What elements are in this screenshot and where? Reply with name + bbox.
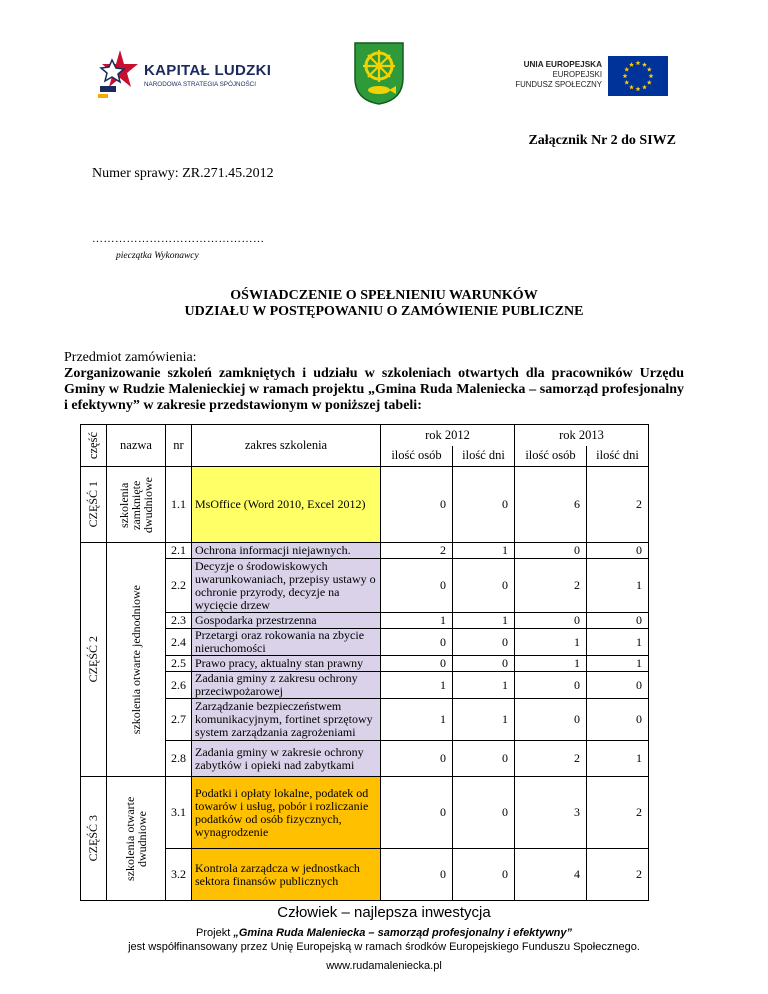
eu-line1: UNIA EUROPEJSKA [523, 60, 602, 69]
table-row [81, 543, 649, 559]
row-dni-2012: 0 [453, 559, 515, 613]
header-czesc: część [81, 425, 107, 467]
header-2013: rok 2013 [515, 425, 649, 446]
row-dni-2013: 0 [587, 613, 649, 629]
row-dni-2012: 1 [453, 699, 515, 741]
header-zakres: zakres szkolenia [192, 425, 381, 467]
row-dni-2013: 2 [587, 467, 649, 543]
kapital-ludzki-title: KAPITAŁ LUDZKI [144, 62, 272, 79]
title-line2: UDZIAŁU W POSTĘPOWANIU O ZAMÓWIENIE PUBLICZNE [184, 304, 584, 319]
title-line1: OŚWIADCZENIE O SPEŁNIENIU WARUNKÓW [230, 288, 538, 303]
header-dni-2012: ilość dni [453, 446, 515, 467]
row-dni-2013: 0 [587, 699, 649, 741]
eu-text [515, 60, 602, 90]
row-nr: 2.1 [166, 543, 192, 559]
part-label: CZĘŚĆ 2 [81, 543, 107, 777]
footer-cofinancing: jest współfinansowany przez Unię Europejską w ramach środków Europejskiego Funduszu Społecznego. [128, 941, 640, 953]
footer-motto: Człowiek – najlepsza inwestycja [277, 904, 491, 921]
table-row [81, 559, 649, 613]
row-osob-2013: 1 [515, 629, 587, 656]
subject-text: Zorganizowanie szkoleń zamkniętych i udziału w szkoleniach otwartych dla pracowników Urzędu Gminy w Rudzie Malenieckiej w ramach projektu „Gmina Ruda Maleniecka – samorząd profesjonalny i efektywny” w zakresie przedstawionym w poniższej tabeli: [64, 366, 684, 413]
header-2012: rok 2012 [381, 425, 515, 446]
stamp-dots: ……………………………………… [92, 233, 265, 245]
coat-of-arms-icon [352, 40, 406, 106]
row-dni-2013: 1 [587, 656, 649, 672]
eu-star-icon [624, 80, 629, 85]
row-nr: 2.2 [166, 559, 192, 613]
row-zakres: Zadania gminy z zakresu ochrony przeciwpożarowej [192, 672, 381, 699]
row-dni-2013: 1 [587, 559, 649, 613]
row-zakres: Przetargi oraz rokowania na zbycie nieruchomości [192, 629, 381, 656]
row-osob-2013: 0 [515, 613, 587, 629]
stamp-label: pieczątka Wykonawcy [116, 251, 199, 261]
document-title [0, 288, 768, 320]
row-osob-2012: 1 [381, 613, 453, 629]
row-dni-2012: 0 [453, 741, 515, 777]
header-row-1 [81, 425, 649, 446]
table-row [81, 777, 649, 849]
eu-star-icon [636, 86, 641, 91]
table-row [81, 656, 649, 672]
eu-star-icon [642, 85, 647, 90]
row-zakres: Zarządzanie bezpieczeństwem komunikacyjnym, fortinet sprzętowy system zarządzania zagrożeniami [192, 699, 381, 741]
row-dni-2012: 1 [453, 672, 515, 699]
row-osob-2013: 4 [515, 849, 587, 901]
row-osob-2013: 6 [515, 467, 587, 543]
row-dni-2012: 0 [453, 777, 515, 849]
row-zakres: Zadania gminy w zakresie ochrony zabytków i opieki nad zabytkami [192, 741, 381, 777]
row-nr: 3.2 [166, 849, 192, 901]
row-osob-2013: 0 [515, 699, 587, 741]
part-name: szkolenia otwarte dwudniowe [107, 777, 166, 901]
row-dni-2013: 0 [587, 543, 649, 559]
part-label: CZĘŚĆ 3 [81, 777, 107, 901]
row-nr: 2.6 [166, 672, 192, 699]
row-osob-2013: 1 [515, 656, 587, 672]
footer-project-name: „Gmina Ruda Maleniecka – samorząd profesjonalny i efektywny” [233, 927, 572, 939]
row-nr: 2.7 [166, 699, 192, 741]
kapital-ludzki-subtitle: NARODOWA STRATEGIA SPÓJNOŚCI [144, 81, 256, 88]
row-dni-2012: 1 [453, 543, 515, 559]
row-osob-2012: 0 [381, 629, 453, 656]
table-row [81, 629, 649, 656]
row-osob-2012: 2 [381, 543, 453, 559]
eu-star-icon [647, 80, 652, 85]
eu-star-icon [647, 67, 652, 72]
row-dni-2013: 1 [587, 741, 649, 777]
row-osob-2013: 2 [515, 559, 587, 613]
row-zakres: MsOffice (Word 2010, Excel 2012) [192, 467, 381, 543]
row-osob-2012: 0 [381, 741, 453, 777]
row-osob-2012: 0 [381, 849, 453, 901]
row-dni-2012: 0 [453, 849, 515, 901]
row-dni-2012: 0 [453, 467, 515, 543]
row-nr: 2.8 [166, 741, 192, 777]
eu-star-icon [636, 60, 641, 65]
header-osob-2012: ilość osób [381, 446, 453, 467]
row-dni-2012: 0 [453, 629, 515, 656]
row-zakres: Gospodarka przestrzenna [192, 613, 381, 629]
row-zakres: Kontrola zarządcza w jednostkach sektora finansów publicznych [192, 849, 381, 901]
row-dni-2013: 2 [587, 777, 649, 849]
row-dni-2012: 1 [453, 613, 515, 629]
row-nr: 2.5 [166, 656, 192, 672]
row-zakres: Podatki i opłaty lokalne, podatek od towarów i usług, pobór i rozliczanie podatków od osób fizycznych, wynagrodzenie [192, 777, 381, 849]
row-dni-2013: 1 [587, 629, 649, 656]
header-nr: nr [166, 425, 192, 467]
row-osob-2012: 0 [381, 467, 453, 543]
eu-flag-icon [608, 56, 668, 96]
row-osob-2012: 1 [381, 699, 453, 741]
row-zakres: Ochrona informacji niejawnych. [192, 543, 381, 559]
footer-project-prefix: Projekt [196, 927, 234, 939]
row-osob-2012: 1 [381, 672, 453, 699]
eu-line2: EUROPEJSKI [552, 70, 602, 79]
part-label: CZĘŚĆ 1 [81, 467, 107, 543]
table-row [81, 699, 649, 741]
row-osob-2013: 0 [515, 543, 587, 559]
kapital-ludzki-star-icon [98, 42, 142, 100]
attachment-label: Załącznik Nr 2 do SIWZ [528, 133, 676, 148]
footer-project [0, 926, 768, 954]
table-row [81, 467, 649, 543]
footer-url: www.rudamaleniecka.pl [326, 960, 442, 972]
eu-star-icon [629, 85, 634, 90]
kapital-ludzki-logo [98, 42, 298, 100]
row-nr: 1.1 [166, 467, 192, 543]
table-row [81, 613, 649, 629]
training-table [80, 424, 649, 901]
eu-star-icon [629, 62, 634, 67]
row-osob-2013: 2 [515, 741, 587, 777]
subject-label: Przedmiot zamówienia: [64, 350, 197, 365]
row-dni-2013: 2 [587, 849, 649, 901]
eu-star-icon [642, 62, 647, 67]
eu-line3: FUNDUSZ SPOŁECZNY [515, 80, 602, 89]
eu-logo [480, 42, 680, 108]
eu-star-icon [623, 73, 628, 78]
row-nr: 3.1 [166, 777, 192, 849]
row-dni-2012: 0 [453, 656, 515, 672]
row-osob-2013: 0 [515, 672, 587, 699]
row-osob-2012: 0 [381, 656, 453, 672]
eu-star-icon [649, 73, 654, 78]
eu-star-icon [624, 67, 629, 72]
part-name: szkolenia otwarte jednodniowe [107, 543, 166, 777]
row-dni-2013: 0 [587, 672, 649, 699]
row-osob-2013: 3 [515, 777, 587, 849]
table-row [81, 672, 649, 699]
table-row [81, 741, 649, 777]
row-osob-2012: 0 [381, 777, 453, 849]
row-nr: 2.3 [166, 613, 192, 629]
part-name: szkolenia zamknięte dwudniowe [107, 467, 166, 543]
row-zakres: Prawo pracy, aktualny stan prawny [192, 656, 381, 672]
header-dni-2013: ilość dni [587, 446, 649, 467]
header-nazwa: nazwa [107, 425, 166, 467]
row-osob-2012: 0 [381, 559, 453, 613]
table-row [81, 849, 649, 901]
case-number: Numer sprawy: ZR.271.45.2012 [92, 166, 274, 181]
header-osob-2013: ilość osób [515, 446, 587, 467]
row-zakres: Decyzje o środowiskowych uwarunkowaniach, przepisy ustawy o ochronie przyrody, decyzje na wycięcie drzew [192, 559, 381, 613]
row-nr: 2.4 [166, 629, 192, 656]
